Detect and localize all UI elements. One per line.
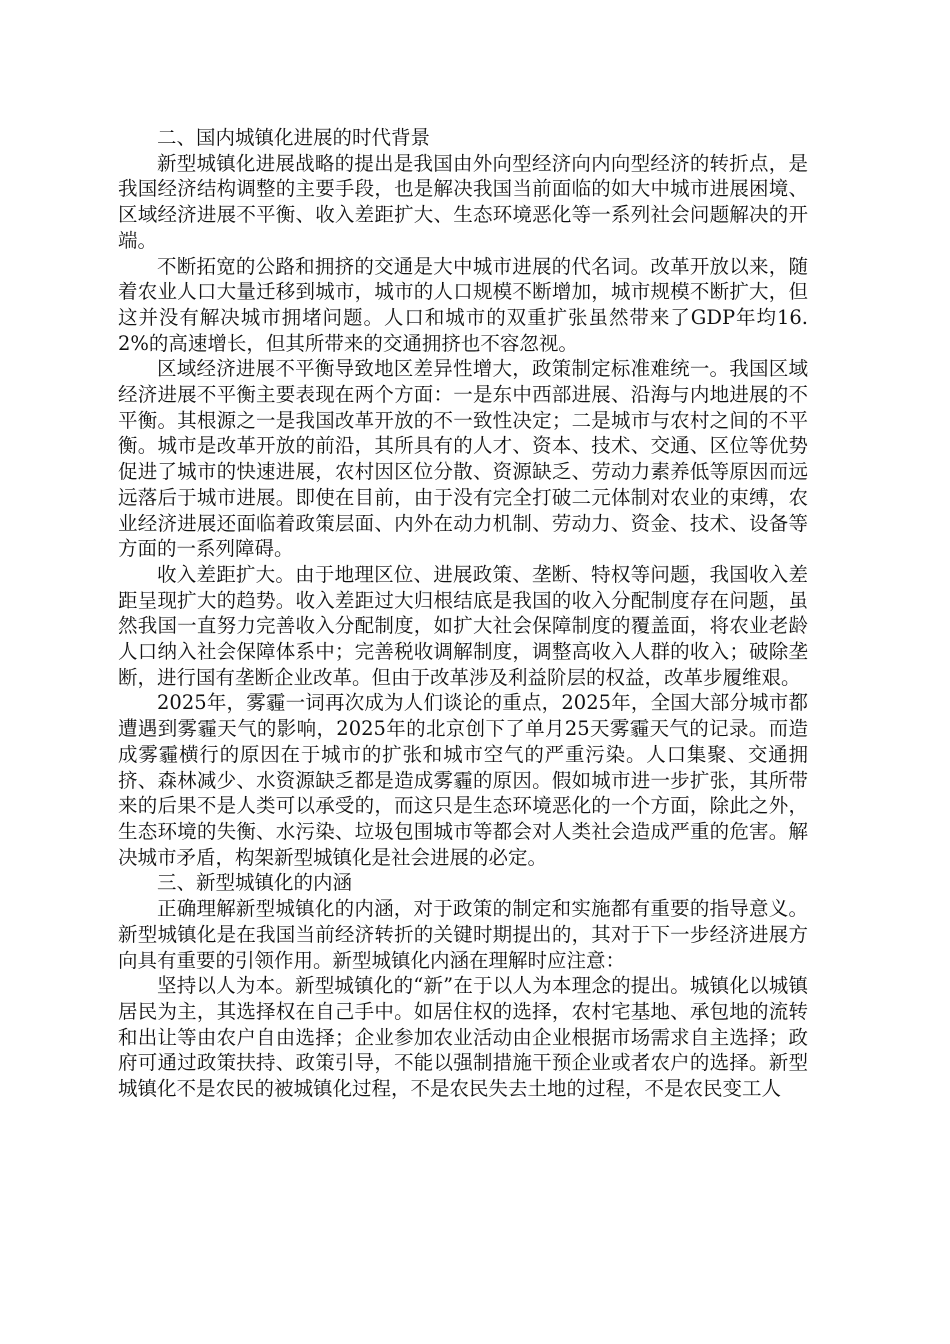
paragraph-people-oriented: 坚持以人为本。新型城镇化的“新”在于以人为本理念的提出。城镇化以城镇居民为主，其选择权在自己手中。如居住权的选择，农村宅基地、承包地的流转和出让等由农户自由选择；企业参加农业活动由企业根据市场需求自主选择；政府可通过政策扶持、政策引导，不能以强制措施干预企业或者农户的选择。新型城镇化不是农民的被城镇化过程，不是农民失去土地的过程，不是农民变工人 (118, 974, 808, 1101)
paragraph-regional-imbalance: 区域经济进展不平衡导致地区差异性增大，政策制定标准难统一。我国区域经济进展不平衡主要表现在两个方面：一是东中西部进展、沿海与内地进展的不平衡。其根源之一是我国改革开放的不一致性决定；二是城市与农村之间的不平衡。城市是改革开放的前沿，其所具有的人才、资本、技术、交通、区位等优势促进了城市的快速进展，农村因区位分散、资源缺乏、劳动力素养低等原因而远远落后于城市进展。即使在目前，由于没有完全打破二元体制对农业的束缚，农业经济进展还面临着政策层面、内外在动力机制、劳动力、资金、技术、设备等方面的一系列障碍。 (118, 357, 808, 561)
section-heading-background: 二、国内城镇化进展的时代背景 (157, 126, 431, 149)
paragraph-connotation-intro: 正确理解新型城镇化的内涵，对于政策的制定和实施都有重要的指导意义。新型城镇化是在我国当前经济转折的关键时期提出的，其对于下一步经济进展方向具有重要的引领作用。新型城镇化内涵在理解时应注意： (118, 897, 808, 972)
paragraph-smog: 2025年，雾霾一词再次成为人们谈论的重点，2025年，全国大部分城市都遭遇到雾霾天气的影响，2025年的北京创下了单月25天雾霾天气的记录。而造成雾霾横行的原因在于城市的扩张和城市空气的严重污染。人口集聚、交通拥挤、森林减少、水资源缺乏都是造成雾霾的原因。假如城市进一步扩张，其所带来的后果不是人类可以承受的，而这只是生态环境恶化的一个方面，除此之外，生态环境的失衡、水污染、垃圾包围城市等都会对人类社会造成严重的危害。解决城市矛盾，构架新型城镇化是社会进展的必定。 (118, 691, 808, 869)
paragraph-income-gap: 收入差距扩大。由于地理区位、进展政策、垄断、特权等问题，我国收入差距呈现扩大的趋势。收入差距过大归根结底是我国的收入分配制度存在问题，虽然我国一直努力完善收入分配制度，如扩大社会保障制度的覆盖面，将农业老龄人口纳入社会保障体系中；完善税收调解制度，调整高收入人群的收入；破除垄断，进行国有垄断企业改革。但由于改革涉及利益阶层的权益，改革步履维艰。 (118, 562, 808, 689)
paragraph-strategy-intro: 新型城镇化进展战略的提出是我国由外向型经济向内向型经济的转折点，是我国经济结构调整的主要手段，也是解决我国当前面临的如大中城市进展困境、区域经济进展不平衡、收入差距扩大、生态环境恶化等一系列社会问题解决的开端。 (118, 151, 808, 252)
document-body (118, 125, 808, 1102)
section-heading-connotation: 三、新型城镇化的内涵 (157, 871, 353, 895)
paragraph-traffic: 不断拓宽的公路和拥挤的交通是大中城市进展的代名词。改革开放以来，随着农业人口大量迁移到城市，城市的人口规模不断增加，城市规模不断扩大，但这并没有解决城市拥堵问题。人口和城市的双重扩张虽然带来了GDP年均16.2%的高速增长，但其所带来的交通拥挤也不容忽视。 (118, 254, 808, 355)
